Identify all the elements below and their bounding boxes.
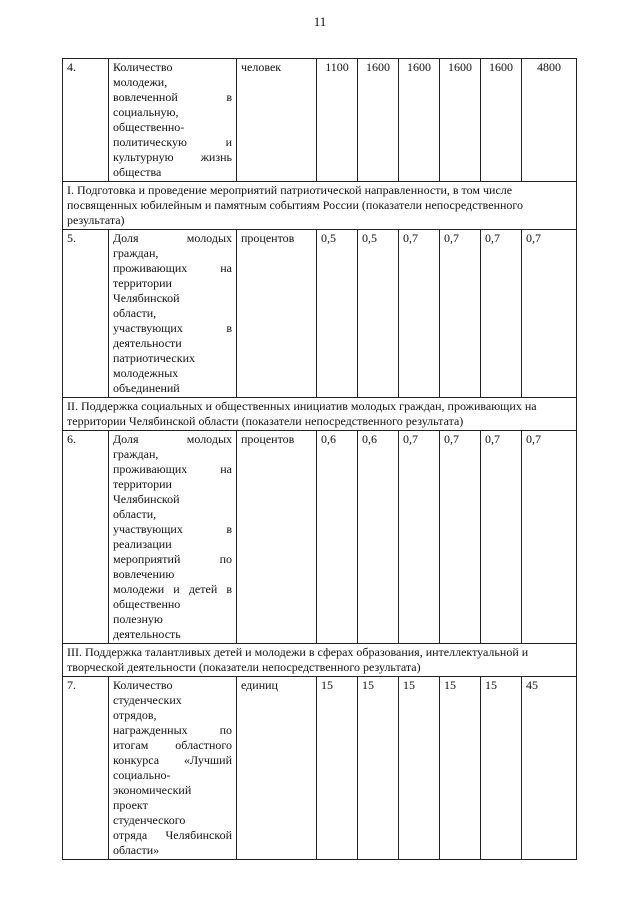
indicator-name-line: экономический <box>113 783 192 797</box>
indicator-name-line: отряда Челябинской <box>113 828 232 842</box>
indicator-name-line: отрядов, <box>113 708 157 722</box>
indicator-name-line: участвующих в <box>113 522 232 536</box>
indicator-name-line: граждан, <box>113 246 159 260</box>
table-row <box>63 59 577 182</box>
value-cell: 15 <box>358 677 399 860</box>
indicator-name <box>109 230 237 398</box>
indicators-table <box>62 58 577 860</box>
indicator-name-line: деятельности <box>113 336 182 350</box>
indicator-name-line: проживающих на <box>113 462 232 476</box>
indicator-name-line: участвующих в <box>113 321 232 335</box>
indicator-name-line: Количество <box>113 60 173 74</box>
table-row <box>63 431 577 644</box>
indicator-name-line: общественно <box>113 597 181 611</box>
indicator-name-line: конкурса «Лучший <box>113 753 232 767</box>
value-cell: 45 <box>522 677 577 860</box>
value-cell: 0,7 <box>399 431 440 644</box>
indicator-name-line: итогам областного <box>113 738 232 752</box>
indicator-name-line: вовлечению <box>113 567 175 581</box>
value-cell: 15 <box>481 677 522 860</box>
page-number: 11 <box>313 14 327 29</box>
value-cell: 0,5 <box>358 230 399 398</box>
indicator-name-line: области, <box>113 306 157 320</box>
indicator-name <box>109 431 237 644</box>
section-row <box>63 182 577 230</box>
value-cell: 0,7 <box>481 230 522 398</box>
value-cell: 1100 <box>317 59 358 182</box>
indicator-name-line: молодежи и детей в <box>113 582 232 596</box>
row-number: 7. <box>63 677 109 860</box>
indicator-name-line: области, <box>113 507 157 521</box>
value-cell: 0,6 <box>358 431 399 644</box>
table-row <box>63 230 577 398</box>
indicator-name-line: Челябинской <box>113 492 180 506</box>
indicator-name-line: граждан, <box>113 447 159 461</box>
indicator-name-line: Количество <box>113 678 173 692</box>
value-cell: 15 <box>399 677 440 860</box>
indicator-name-line: реализации <box>113 537 172 551</box>
value-cell: 15 <box>317 677 358 860</box>
indicator-name-line: молодежи, <box>113 75 168 89</box>
row-number: 4. <box>63 59 109 182</box>
indicator-name <box>109 59 237 182</box>
row-number: 5. <box>63 230 109 398</box>
value-cell: 1600 <box>358 59 399 182</box>
unit-cell: единиц <box>237 677 317 860</box>
value-cell: 4800 <box>522 59 577 182</box>
indicator-name-line: патриотических <box>113 351 195 365</box>
section-row <box>63 398 577 431</box>
indicator-name-line: студенческих <box>113 693 182 707</box>
value-cell: 0,7 <box>440 230 481 398</box>
indicator-name-line: мероприятий по <box>113 552 232 566</box>
indicator-name-line: молодежных <box>113 366 179 380</box>
value-cell: 15 <box>440 677 481 860</box>
indicator-name-line: объединений <box>113 381 180 395</box>
indicator-name-line: награжденных по <box>113 723 232 737</box>
indicator-name-line: территории <box>113 477 172 491</box>
indicator-name-line: полезную <box>113 612 163 626</box>
indicator-name-line: социальную, <box>113 105 179 119</box>
indicator-name-line: Челябинской <box>113 291 180 305</box>
indicator-name-line: деятельность <box>113 627 181 641</box>
indicator-name-line: области» <box>113 843 160 857</box>
value-cell: 0,7 <box>481 431 522 644</box>
unit-cell: процентов <box>237 431 317 644</box>
indicator-name-line: территории <box>113 276 172 290</box>
indicator-name-line: проживающих на <box>113 261 232 275</box>
indicator-name-line: социально- <box>113 768 171 782</box>
value-cell: 1600 <box>440 59 481 182</box>
value-cell: 1600 <box>399 59 440 182</box>
indicator-name <box>109 677 237 860</box>
value-cell: 0,7 <box>440 431 481 644</box>
value-cell: 0,7 <box>522 230 577 398</box>
table-row <box>63 677 577 860</box>
unit-cell: человек <box>237 59 317 182</box>
value-cell: 0,6 <box>317 431 358 644</box>
section-heading: II. Поддержка социальных и общественных инициатив молодых граждан, проживающих на территории Челябинской области (показатели непосредственного результата) <box>63 398 577 431</box>
indicator-name-line: вовлеченной в <box>113 90 232 104</box>
value-cell: 0,7 <box>399 230 440 398</box>
section-heading: III. Поддержка талантливых детей и молодежи в сферах образования, интеллектуальной и творческой деятельности (показатели непосредственного результата) <box>63 644 577 677</box>
indicator-name-line: Доля молодых <box>113 432 232 446</box>
value-cell: 1600 <box>481 59 522 182</box>
section-heading: I. Подготовка и проведение мероприятий патриотической направленности, в том числе посвященных юбилейным и памятным событиям России (показатели непосредственного результата) <box>63 182 577 230</box>
section-row <box>63 644 577 677</box>
indicator-name-line: общества <box>113 165 162 179</box>
indicator-name-line: политическую и <box>113 135 232 149</box>
indicator-name-line: Доля молодых <box>113 231 232 245</box>
indicator-name-line: проект <box>113 798 148 812</box>
row-number: 6. <box>63 431 109 644</box>
indicator-name-line: студенческого <box>113 813 186 827</box>
value-cell: 0,5 <box>317 230 358 398</box>
indicator-name-line: общественно- <box>113 120 185 134</box>
value-cell: 0,7 <box>522 431 577 644</box>
indicator-name-line: культурную жизнь <box>113 150 232 164</box>
unit-cell: процентов <box>237 230 317 398</box>
